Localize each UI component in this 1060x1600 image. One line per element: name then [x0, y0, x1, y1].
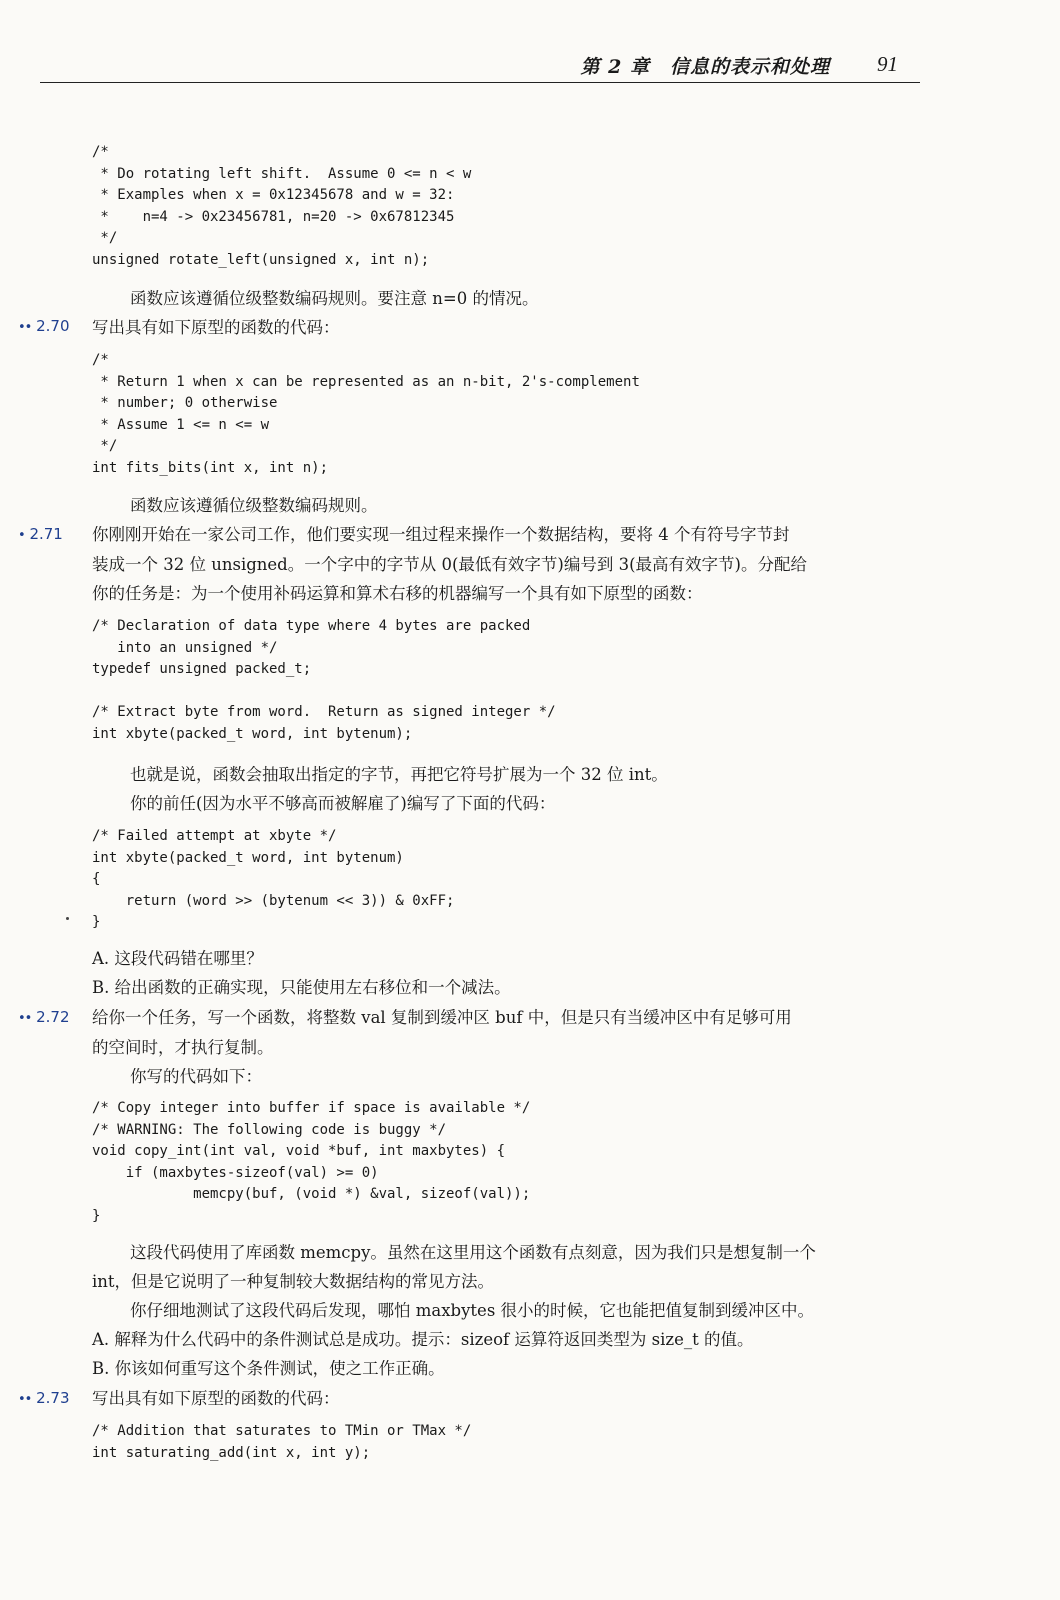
- statement-line: 你刚刚开始在一家公司工作，他们要实现一组过程来操作一个数据结构，要将 4 个有符号字节封: [92, 525, 790, 544]
- problem-2-73-statement: 写出具有如下原型的函数的代码：: [92, 1389, 340, 1408]
- paragraph-testing: 你仔细地测试了这段代码后发现，哪怕 maxbytes 很小的时候，它也能把值复制到缓冲区中。: [130, 1301, 815, 1320]
- problem-2-70-statement: 写出具有如下原型的函数的代码：: [92, 318, 340, 337]
- difficulty-stars: •: [18, 528, 25, 543]
- page-number: 91: [877, 52, 898, 76]
- statement-line: 装成一个 32 位 unsigned。一个字中的字节从 0(最低有效字节)编号到 3(最高有效字节)。分配给: [92, 554, 807, 574]
- problem-number-2-73: [18, 1389, 70, 1407]
- statement-line: 的空间时，才执行复制。: [92, 1037, 274, 1057]
- paragraph-predecessor: 你的前任(因为水平不够高而被解雇了)编写了下面的代码：: [130, 794, 556, 813]
- code-rotate-left: /* * Do rotating left shift. Assume 0 <= n < w * Examples when x = 0x12345678 and w = 32: * n=4 -> 0x23456781, n=20 -> 0x67812345 */ unsigned rotate_left(unsigned x, int n);: [92, 144, 472, 268]
- statement-line: 你的任务是：为一个使用补码运算和算术右移的机器编写一个具有如下原型的函数：: [92, 584, 703, 603]
- difficulty-stars: ••: [18, 320, 32, 335]
- paragraph-memcpy: 这段代码使用了库函数 memcpy。虽然在这里用这个函数有点刻意，因为我们只是想复制一个: [130, 1243, 816, 1262]
- code-saturating-add: /* Addition that saturates to TMin or TMax */ int saturating_add(int x, int y);: [92, 1423, 472, 1461]
- statement-line: 给你一个任务，写一个函数，将整数 val 复制到缓冲区 buf 中，但是只有当缓冲区中有足够可用: [92, 1008, 792, 1027]
- margin-dot: [66, 917, 69, 920]
- problem-number: 2.70: [36, 317, 70, 335]
- difficulty-stars: ••: [18, 1392, 32, 1407]
- question-2-71-a: A. 这段代码错在哪里？: [92, 949, 263, 968]
- paragraph-memcpy-cont: int，但是它说明了一种复制较大数据结构的常见方法。: [92, 1272, 495, 1291]
- paragraph-fits-bits-rule: 函数应该遵循位级整数编码规则。: [130, 496, 378, 515]
- paragraph-your-code: 你写的代码如下：: [130, 1067, 262, 1086]
- problem-number-2-72: [18, 1008, 70, 1026]
- paragraph-xbyte-desc: 也就是说，函数会抽取出指定的字节，再把它符号扩展为一个 32 位 int。: [130, 765, 668, 784]
- problem-number: 2.72: [36, 1008, 70, 1026]
- paragraph-rotate-rule: 函数应该遵循位级整数编码规则。要注意 n=0 的情况。: [130, 289, 539, 308]
- problem-number: 2.71: [29, 525, 63, 543]
- question-2-72-a: A. 解释为什么代码中的条件测试总是成功。提示：sizeof 运算符返回类型为 size_t 的值。: [92, 1330, 754, 1349]
- code-failed-xbyte: /* Failed attempt at xbyte */ int xbyte(packed_t word, int bytenum) { return (word >> (bytenum << 3)) & 0xFF; }: [92, 828, 455, 930]
- code-copy-int: /* Copy integer into buffer if space is available */ /* WARNING: The following code is buggy */ void copy_int(int val, void *buf, int maxbytes) { if (maxbytes-sizeof(val) >= 0) memcpy(buf, (void *) &val, sizeof(val)); }: [92, 1100, 531, 1224]
- code-packed-declaration: /* Declaration of data type where 4 bytes are packed into an unsigned */ typedef unsigned packed_t; /* Extract byte from word. Return as signed integer */ int xbyte(packed_t word, int bytenum);: [92, 618, 556, 742]
- page-header: [40, 48, 920, 83]
- chapter-title: 第 2 章 信息的表示和处理: [580, 56, 830, 78]
- code-fits-bits: /* * Return 1 when x can be represented as an n-bit, 2's-complement * number; 0 otherwise * Assume 1 <= n <= w */ int fits_bits(int x, int n);: [92, 352, 640, 476]
- problem-2-72-statement: [92, 1003, 922, 1062]
- problem-2-71-statement: [92, 520, 922, 609]
- problem-number: 2.73: [36, 1389, 70, 1407]
- difficulty-stars: ••: [18, 1011, 32, 1026]
- question-2-72-b: B. 你该如何重写这个条件测试，使之工作正确。: [92, 1359, 445, 1378]
- question-2-71-b: B. 给出函数的正确实现，只能使用左右移位和一个减法。: [92, 978, 511, 997]
- problem-number-2-71: [18, 525, 63, 543]
- problem-number-2-70: [18, 317, 70, 335]
